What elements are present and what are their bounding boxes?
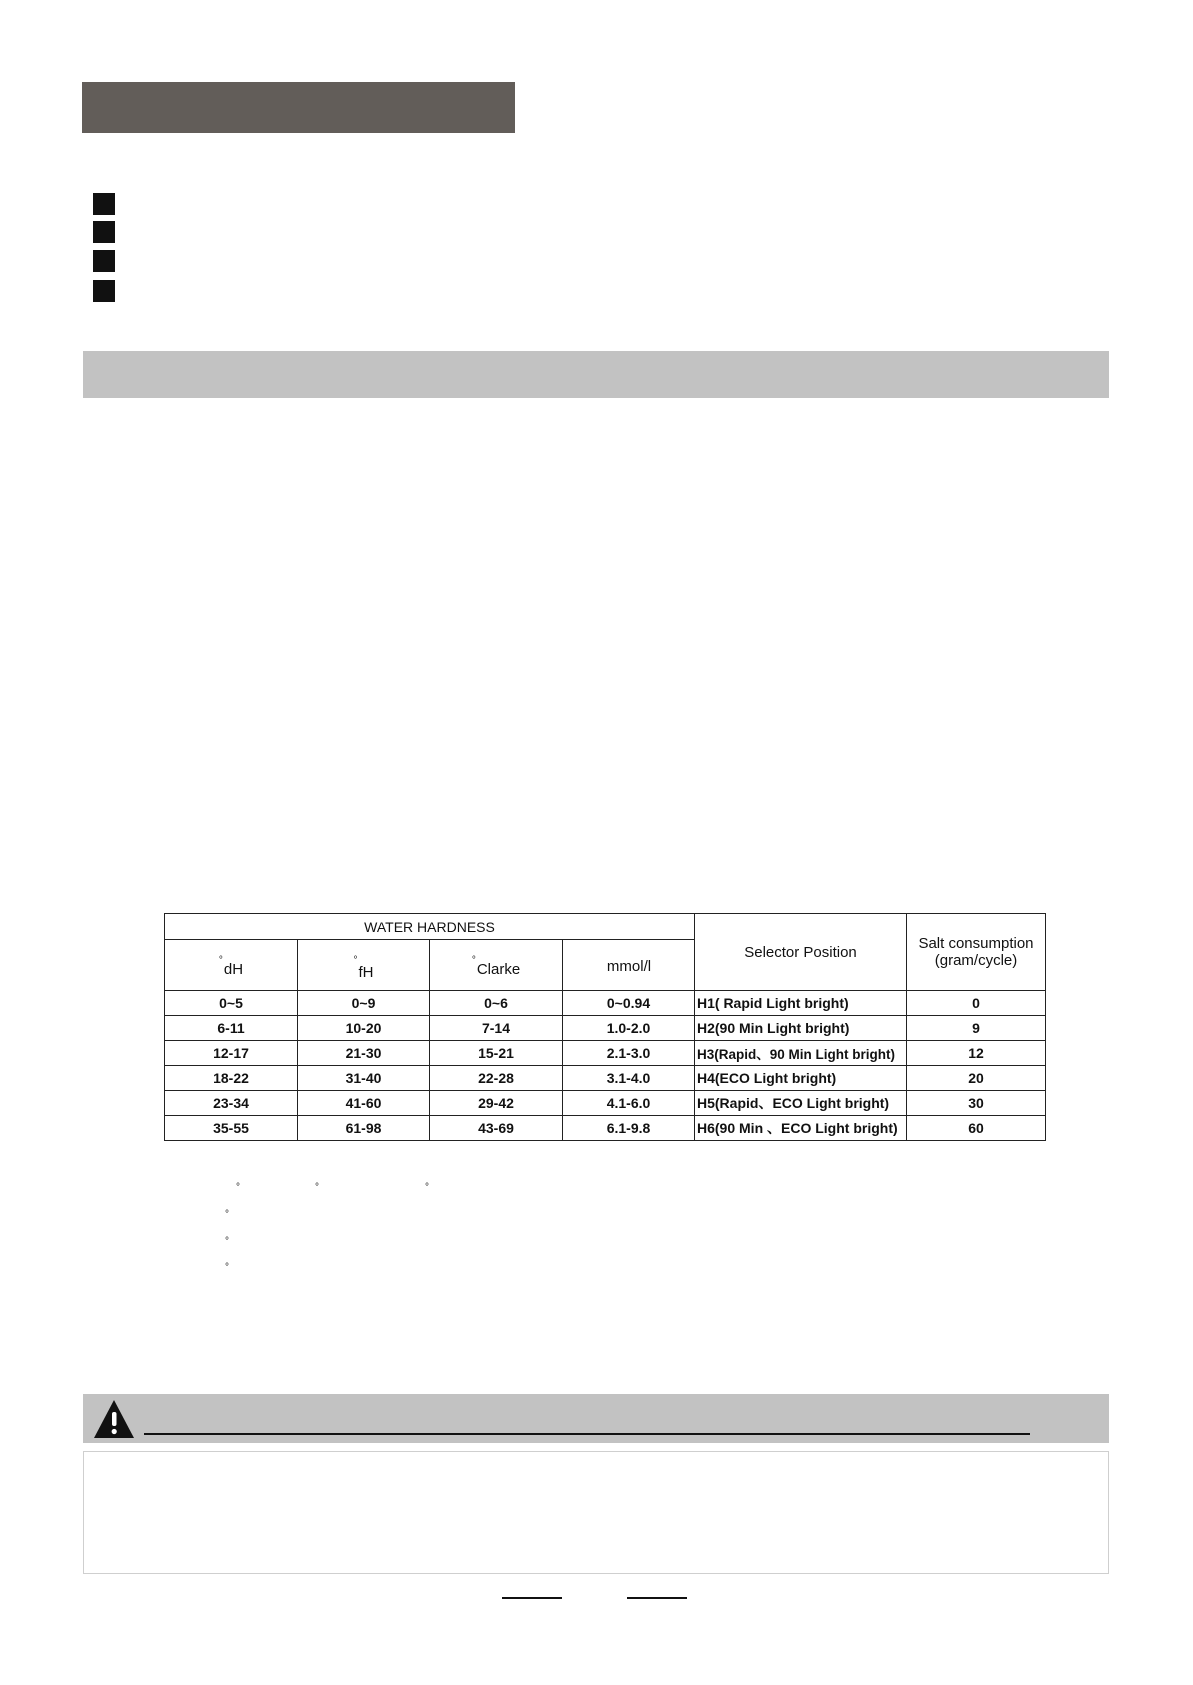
warning-triangle-icon bbox=[93, 1398, 135, 1440]
cell-salt: 60 bbox=[907, 1116, 1046, 1141]
step-marker-1 bbox=[93, 193, 115, 215]
cell-clarke: 0~6 bbox=[430, 991, 563, 1016]
unit-header-clarke bbox=[430, 940, 563, 991]
cell-selector: H5(Rapid、ECO Light bright) bbox=[695, 1091, 907, 1116]
cell-salt: 0 bbox=[907, 991, 1046, 1016]
salt-header-line2: (gram/cycle) bbox=[934, 952, 1018, 969]
cell-selector: H1( Rapid Light bright) bbox=[695, 991, 907, 1016]
warning-notice-box bbox=[83, 1451, 1109, 1574]
cell-clarke: 22-28 bbox=[430, 1066, 563, 1091]
cell-fh: 31-40 bbox=[298, 1066, 430, 1091]
table-row bbox=[165, 1041, 1046, 1066]
footnote-degree-mark: ° bbox=[236, 1182, 240, 1193]
warning-header-bar bbox=[83, 1394, 1109, 1443]
footer-rule-left bbox=[502, 1597, 562, 1599]
unit-header-mmol bbox=[563, 940, 695, 991]
footnote-degree-mark: ° bbox=[225, 1262, 229, 1273]
cell-dh: 35-55 bbox=[165, 1116, 298, 1141]
degree-sign: ° bbox=[471, 955, 476, 966]
cell-dh: 0~5 bbox=[165, 991, 298, 1016]
cell-clarke: 15-21 bbox=[430, 1041, 563, 1066]
cell-salt: 30 bbox=[907, 1091, 1046, 1116]
cell-dh: 23-34 bbox=[165, 1091, 298, 1116]
cell-mmol: 4.1-6.0 bbox=[563, 1091, 695, 1116]
cell-clarke: 29-42 bbox=[430, 1091, 563, 1116]
cell-mmol: 3.1-4.0 bbox=[563, 1066, 695, 1091]
cell-mmol: 6.1-9.8 bbox=[563, 1116, 695, 1141]
step-marker-2 bbox=[93, 221, 115, 243]
selector-position-header: Selector Position bbox=[695, 914, 907, 991]
unit-label: mmol/l bbox=[606, 958, 652, 975]
unit-label: Clarke bbox=[476, 961, 521, 978]
table-row bbox=[165, 1016, 1046, 1041]
step-marker-3 bbox=[93, 250, 115, 272]
unit-header-fh bbox=[298, 940, 430, 991]
cell-clarke: 7-14 bbox=[430, 1016, 563, 1041]
cell-salt: 9 bbox=[907, 1016, 1046, 1041]
cell-fh: 10-20 bbox=[298, 1016, 430, 1041]
salt-header-line1: Salt consumption bbox=[918, 935, 1034, 952]
cell-mmol: 0~0.94 bbox=[563, 991, 695, 1016]
table-row bbox=[165, 1066, 1046, 1091]
unit-header-dh bbox=[165, 940, 298, 991]
cell-fh: 21-30 bbox=[298, 1041, 430, 1066]
cell-salt: 20 bbox=[907, 1066, 1046, 1091]
cell-dh: 12-17 bbox=[165, 1041, 298, 1066]
water-hardness-table bbox=[164, 913, 1046, 1141]
footer-rule-right bbox=[627, 1597, 687, 1599]
table-row bbox=[165, 991, 1046, 1016]
cell-selector: H4(ECO Light bright) bbox=[695, 1066, 907, 1091]
cell-selector: H6(90 Min 、ECO Light bright) bbox=[695, 1116, 907, 1141]
table-row bbox=[165, 1116, 1046, 1141]
table-row bbox=[165, 1091, 1046, 1116]
unit-label: dH bbox=[223, 961, 244, 978]
cell-fh: 0~9 bbox=[298, 991, 430, 1016]
cell-fh: 41-60 bbox=[298, 1091, 430, 1116]
footnote-degree-mark: ° bbox=[315, 1182, 319, 1193]
footnote-degree-mark: ° bbox=[225, 1236, 229, 1247]
salt-consumption-header bbox=[907, 914, 1046, 991]
cell-salt: 12 bbox=[907, 1041, 1046, 1066]
degree-sign: ° bbox=[218, 955, 223, 966]
section-header-bar bbox=[83, 351, 1109, 398]
cell-dh: 18-22 bbox=[165, 1066, 298, 1091]
cell-dh: 6-11 bbox=[165, 1016, 298, 1041]
cell-selector: H2(90 Min Light bright) bbox=[695, 1016, 907, 1041]
cell-mmol: 2.1-3.0 bbox=[563, 1041, 695, 1066]
chapter-header-bar bbox=[82, 82, 515, 133]
degree-sign: ° bbox=[353, 955, 358, 966]
unit-label: fH bbox=[358, 964, 374, 981]
cell-selector: H3(Rapid、90 Min Light bright) bbox=[695, 1041, 907, 1066]
step-marker-4 bbox=[93, 280, 115, 302]
warning-underline bbox=[144, 1433, 1030, 1435]
footnote-degree-mark: ° bbox=[225, 1209, 229, 1220]
cell-fh: 61-98 bbox=[298, 1116, 430, 1141]
cell-mmol: 1.0-2.0 bbox=[563, 1016, 695, 1041]
footnote-degree-mark: ° bbox=[425, 1182, 429, 1193]
cell-clarke: 43-69 bbox=[430, 1116, 563, 1141]
water-hardness-header: WATER HARDNESS bbox=[165, 914, 695, 940]
